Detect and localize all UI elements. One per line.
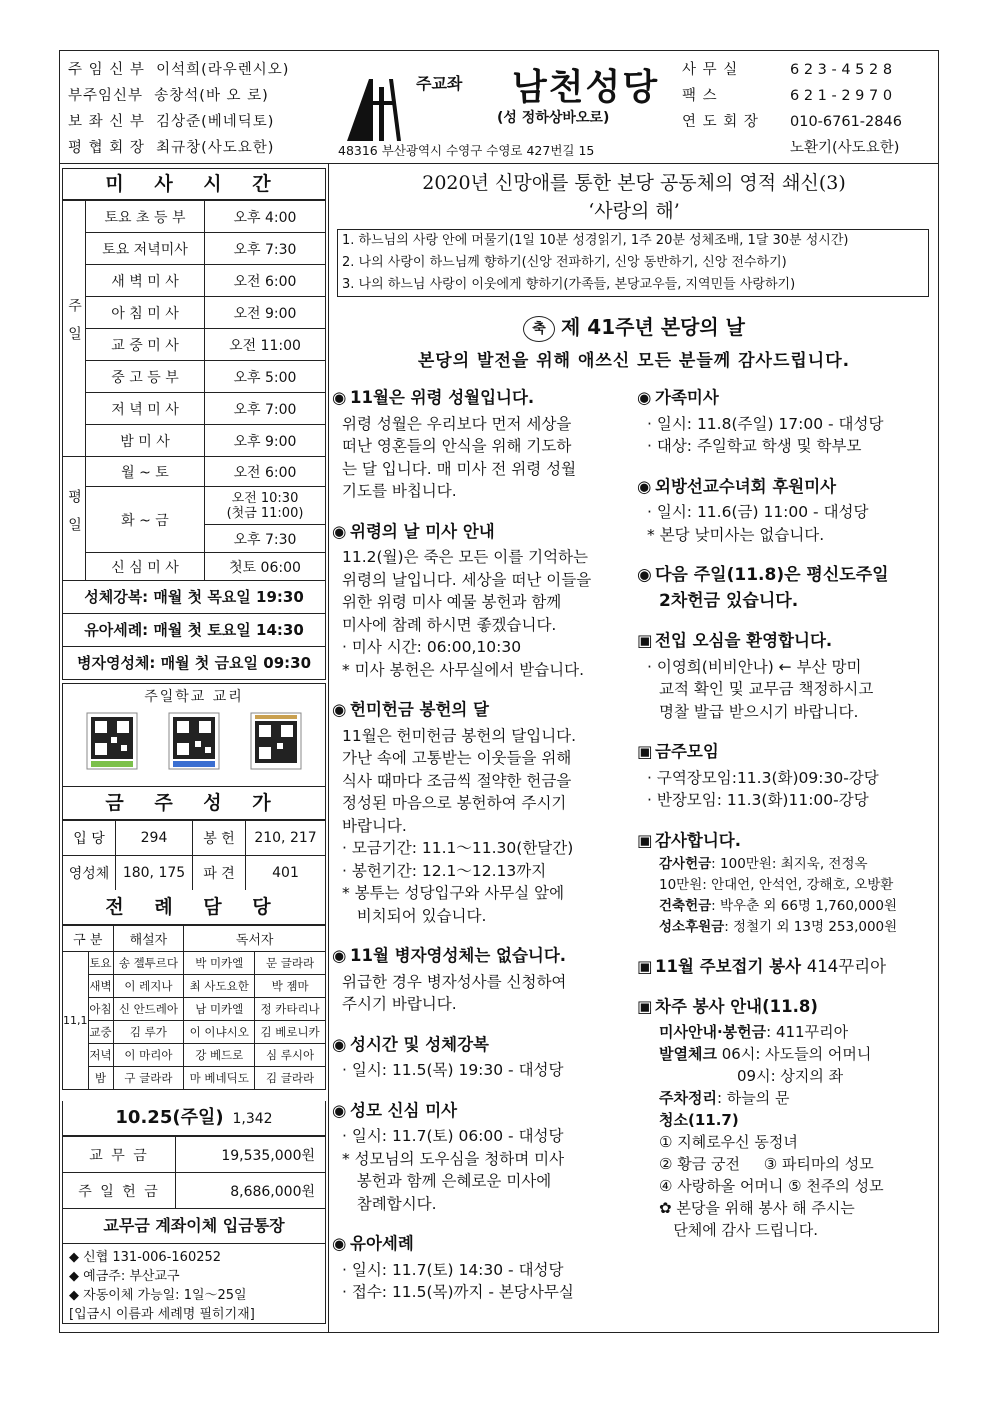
table-row: 신 심 미 사 첫토 06:00 [63,553,326,581]
table-row: 오후 7:30 [63,525,326,553]
list-item: ◉ 11월은 위령 성월입니다. 위령 성월은 우리보다 먼저 세상을 떠난 영혼들의 안식을 위해 기도하 는 달 입니다. 매 미사 전 위령 성월 기도를 바칩니다. [332,388,577,500]
church-name: 남천성당 [512,66,660,108]
qr-code-icon[interactable] [250,712,302,770]
bullet-circle-icon: ◉ [637,476,652,496]
sunday-label: 주일 [63,201,86,457]
staff-row: 평 협 회 장 최규창(사도요한) [68,140,275,156]
list-item: ▣ 감사합니다. 감사헌금: 100만원: 최지욱, 전정옥 10만원: 안대언, 안석언, 강해호, 오방환 건축헌금: 박우춘 외 66명 1,760,000원 성소후원금: 정철기 외 13명 253,000원 [637,830,898,935]
finance-date: 10.25(주일) 1,342 [62,1101,326,1136]
bullet-square-icon: ▣ [637,742,653,761]
bullet-circle-icon: ◉ [332,1234,347,1253]
table-row: 주 일 헌 금 8,686,000원 [63,1173,326,1209]
finance-table [62,1136,326,1209]
church-subtitle: (성 정하상바오로) [497,110,610,126]
list-item: ▣ 금주모임 · 구역장모임:11.3(화)09:30-강당 · 반장모임: 11.3(화)11:00-강당 [637,742,879,809]
news-column-left [332,387,626,1322]
table-row: 중 고 등 부 오후 5:00 [63,361,326,393]
table-row: 새벽 이 레지나 최 사도요한 박 젬마 [63,975,326,998]
bullet-circle-icon: ◉ [332,946,347,965]
bullet-circle-icon: ◉ [332,1100,347,1120]
news-column-right [637,387,935,1259]
table-row: 아침 신 안드레아 남 미카엘 정 카타리나 [63,998,326,1021]
bullet-square-icon: ▣ [637,830,653,850]
table-row: 11,1 토요 송 젤투르다 박 미카엘 문 글라라 [63,952,326,975]
table-row: 주일 토요 초 등 부 오후 4:00 [63,201,326,233]
table-row: 영성체 180, 175 파 견 401 [63,856,326,891]
bullet-square-icon: ▣ [637,631,653,650]
account-details: ◆ 신협 131-006-160252 ◆ 예금주: 부산교구 ◆ 자동이체 가능일: 1일～25일 [입금시 이름과 세례명 필히기재] [62,1244,326,1324]
staff-row: 부주임신부 송창석(바 오 로) [68,88,269,104]
table-row: 밤 미 사 오후 9:00 [63,425,326,457]
adoration-time: 성체강복: 매월 첫 목요일 19:30 [62,581,326,614]
list-item: ▣ 차주 봉사 안내(11.8) 미사안내·봉헌금: 411꾸리아 발열체크 06시: 사도들의 어머니 09시: 상지의 좌 주차정리: 하늘의 문 청소(11.7) ① 지혜로우신 동정녀 ② 황금 궁전 ③ 파티마의 성모 ④ 사랑하올 어머니 ⑤ 천주의 성모 ✿ 본당을 위해 봉사 해 주시는 단체에 감사 드립니다. [637,997,884,1239]
list-item: ◉ 위령의 날 미사 안내 11.2(월)은 죽은 모든 이를 기억하는 위령의 날입니다. 세상을 떠난 이들을 위한 위령 미사 예물 봉헌과 함께 미사에 참례 하시면 좋겠습니다. · 미사 시간: 06:00,10:30 * 미사 봉헌은 사무실에서 받습니다. [332,521,592,679]
hymns-title: 금 주 성 가 [62,787,326,820]
contact-row: 사 무 실 6 2 3 - 4 5 2 8 [682,62,893,78]
hymns-box [62,787,326,891]
church-prefix: 주교좌 [416,74,463,93]
bullet-circle-icon: ◉ [637,388,652,407]
mass-table [62,200,326,581]
account-box [62,1209,326,1324]
hymns-table [62,820,326,891]
church-logo-icon [343,73,405,143]
table-row: 새 벽 미 사 오전 6:00 [63,265,326,297]
table-row: 저 녁 미 사 오후 7:00 [63,393,326,425]
liturgy-box [62,890,326,1090]
mass-title: 미 사 시 간 [62,168,326,200]
table-row: 교 중 미 사 오전 11:00 [63,329,326,361]
contact-row: 노환기(사도요한) [790,140,900,156]
table-row: 교 무 금 19,535,000원 [63,1137,326,1173]
bullet-square-icon: ▣ [637,997,653,1016]
table-row: 입 당 294 봉 헌 210, 217 [63,821,326,856]
celebration-badge-icon: 축 [523,316,555,342]
table-row: 밤 구 글라라 마 베네딕도 김 글라라 [63,1067,326,1090]
liturgy-title: 전 례 담 당 [62,890,326,925]
list-item: ◉ 성모 신심 미사 · 일시: 11.7(토) 06:00 - 대성당 * 성모님의 도우심을 청하며 미사 봉헌과 함께 은혜로운 미사에 참례합시다. [332,1100,565,1213]
bullet-circle-icon: ◉ [332,1034,347,1054]
qr-code-icon[interactable] [86,712,138,770]
bullet-circle-icon: ◉ [332,388,347,407]
goals-box: 1. 하느님의 사랑 안에 머물기(1일 10분 성경읽기, 1주 20분 성체조배, 1달 30분 성시간) 2. 나의 사랑이 하느님께 향하기(신앙 전파하기, 신앙 동반하기, 신앙 전수하기) 3. 나의 하느님 사랑이 이웃에게 향하기(가족들, 본당교우들, 지역민들 사랑하기) [337,229,929,297]
catechism-box [62,683,326,787]
page-title: 2020년 신망애를 통한 본당 공동체의 영적 쇄신(3) ‘사랑의 해’ [422,172,846,222]
list-item: ◉ 유아세례 · 일시: 11.7(토) 14:30 - 대성당 · 접수: 11.5(목)까지 - 본당사무실 [332,1234,574,1301]
bullet-circle-icon: ◉ [332,521,347,541]
weekday-label: 평일 [63,457,86,581]
finance-box [62,1101,326,1209]
bullet-circle-icon: ◉ [637,565,652,585]
contact-row: 팩 스 6 2 1 - 2 9 7 0 [682,88,893,104]
table-row: 교중 김 루가 이 이냐시오 김 베로니카 [63,1021,326,1044]
bullet-circle-icon: ◉ [332,700,347,719]
liturgy-table [62,925,326,1090]
list-item: ◉ 헌미헌금 봉헌의 달 11월은 헌미헌금 봉헌의 달입니다. 가난 속에 고통받는 이웃들을 위해 식사 때마다 조금씩 절약한 헌금을 정성된 마음으로 봉헌하여 주시기 바랍니다. · 모금기간: 11.1～11.30(한달간) · 봉헌기간: 12.1～12.13까지 * 봉투는 성당입구와 사무실 앞에 비치되어 있습니다. [332,700,577,925]
table-row: 저녁 이 마리아 강 베드로 심 루시아 [63,1044,326,1067]
mass-schedule [62,168,326,680]
list-item: ◉ 외방선교수녀회 후원미사 · 일시: 11.6(금) 11:00 - 대성당 * 본당 낮미사는 없습니다. [637,476,869,544]
contact-list [682,57,932,161]
table-row: 토요 저녁미사 오후 7:30 [63,233,326,265]
staff-row: 보 좌 신 부 김상준(베네딕토) [68,114,275,130]
list-item: ◉ 가족미사 · 일시: 11.8(주일) 17:00 - 대성당 · 대상: 주일학교 학생 및 학부모 [637,388,884,455]
church-address: 48316 부산광역시 수영구 수영로 427번길 15 [338,143,595,158]
table-row: 아 침 미 사 오전 9:00 [63,297,326,329]
catechism-title: 주일학교 교리 [144,689,244,705]
list-item: ◉ 11월 병자영성체는 없습니다. 위급한 경우 병자성사를 신청하여 주시기 바랍니다. [332,946,567,1013]
infant-baptism-time: 유아세례: 매월 첫 토요일 14:30 [62,614,326,647]
qr-code-icon[interactable] [168,712,220,770]
list-item: ◉ 다음 주일(11.8)은 평신도주일 2차헌금 있습니다. [637,565,889,611]
sick-communion-time: 병자영성체: 매월 첫 금요일 09:30 [62,647,326,680]
table-row: 평일 월 ~ 토 오전 6:00 [63,457,326,487]
header-divider [60,163,938,164]
staff-list [68,57,328,161]
bullet-square-icon: ▣ [637,956,653,976]
column-divider [328,163,329,1332]
list-item: ◉ 성시간 및 성체강복 · 일시: 11.5(목) 19:30 - 대성당 [332,1034,564,1079]
list-item: ▣ 11월 주보접기 봉사 414꾸리아 [637,956,935,979]
list-item: ▣ 전입 오심을 환영합니다. · 이영희(비비안나) ← 부산 망미 교적 확인 및 교무금 책정하시고 명찰 발급 받으시기 바랍니다. [637,631,874,721]
anniversary-banner: 축 제 41주년 본당의 날 본당의 발전을 위해 애쓰신 모든 분들께 감사드립니다. [417,315,851,371]
bulletin-page [59,50,939,1333]
account-title: 교무금 계좌이체 입금통장 [62,1209,326,1244]
staff-row: 주 임 신 부 이석희(라우렌시오) [68,62,290,78]
table-row: 화 ~ 금 오전 10:30 (첫금 11:00) [63,487,326,525]
contact-row: 연 도 회 장 010-6761-2846 [682,114,902,130]
table-row: 구 분 해설자 독서자 [63,926,326,952]
